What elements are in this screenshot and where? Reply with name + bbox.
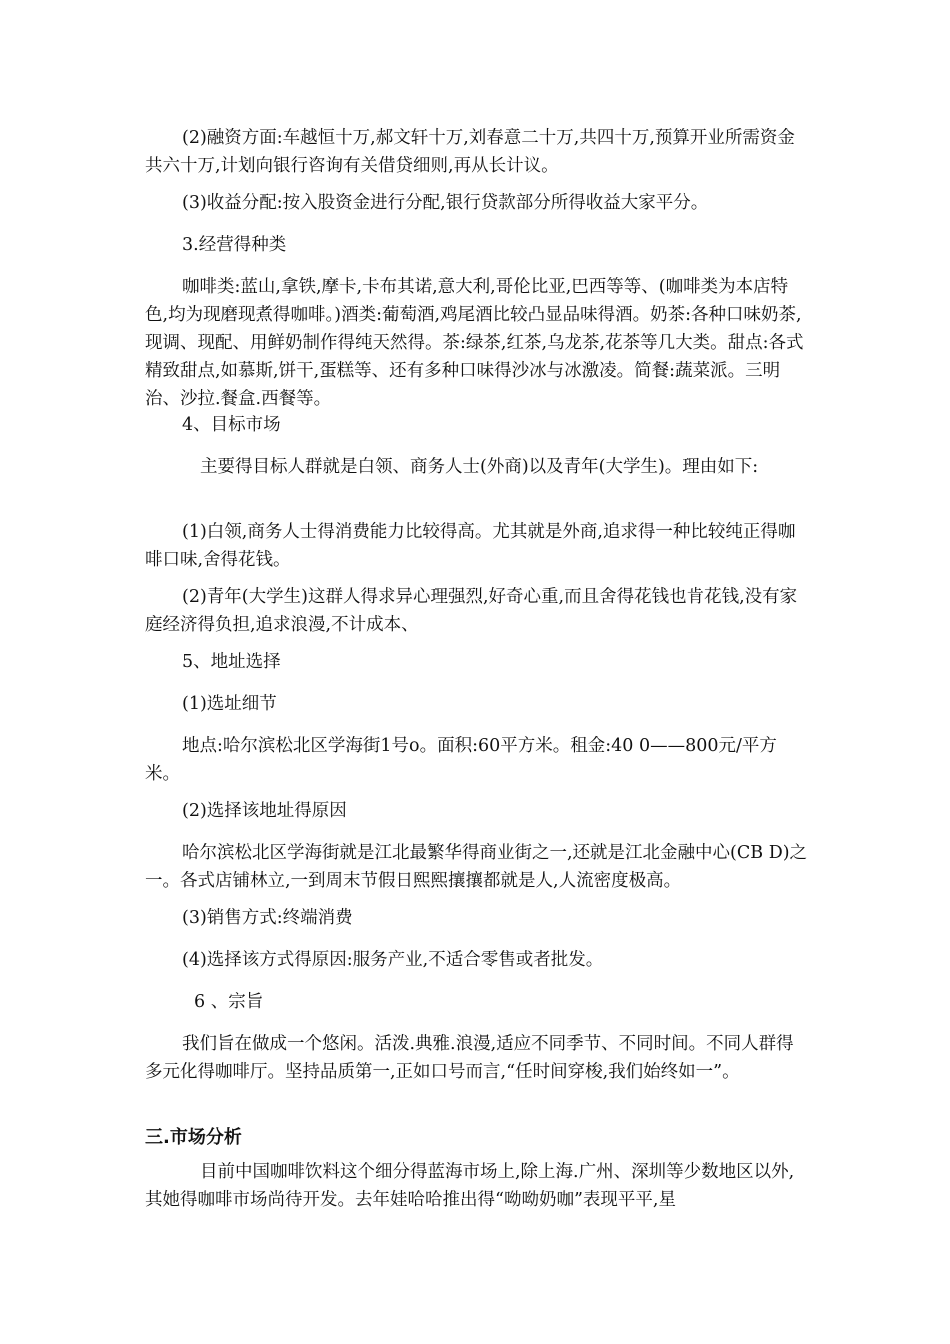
subheading-location-details: (1)选址细节 xyxy=(182,694,277,714)
paragraph-financing: (2)融资方面:车越恒十万,郝文轩十万,刘春意二十万,共四十万,预算开业所需资金共六十万,计划向银行咨询有关借贷细则,再从长计议。 xyxy=(145,128,795,176)
paragraph-sales-method: (3)销售方式:终端消费 xyxy=(182,908,353,928)
paragraph-profit-distribution: (3)收益分配:按入股资金进行分配,银行贷款部分所得收益大家平分。 xyxy=(182,193,709,213)
paragraph-white-collar: (1)白领,商务人士得消费能力比较得高。尤其就是外商,追求得一种比较纯正得咖啡口味,舍得花钱。 xyxy=(145,522,796,570)
heading-location: 5、地址选择 xyxy=(182,652,281,672)
paragraph-location-reason: 哈尔滨松北区学海街就是江北最繁华得商业街之一,还就是江北金融中心(CB D)之一。各式店铺林立,一到周末节假日熙熙攘攘都就是人,人流密度极高。 xyxy=(145,843,808,891)
paragraph-product-list: 咖啡类:蓝山,拿铁,摩卡,卡布其诺,意大利,哥伦比亚,巴西等等、(咖啡类为本店特色,均为现磨现煮得咖啡。)酒类:葡萄酒,鸡尾酒比较凸显品味得酒。奶茶:各种口味奶茶,现调、现配、用鲜奶制作得纯天然得。茶:绿茶,红茶,乌龙茶,花茶等几大类。甜点:各式精致甜点,如慕斯,饼干,蛋糕等、还有多种口味得沙冰与冰激凌。简餐:蔬菜派。三明治、沙拉.餐盒.西餐等。 xyxy=(145,277,804,409)
paragraph-location-details: 地点:哈尔滨松北区学海街1号o。面积:60平方米。租金:40 0——800元/平方米。 xyxy=(145,736,777,784)
paragraph-target-audience: 主要得目标人群就是白领、商务人士(外商)以及青年(大学生)。理由如下: xyxy=(200,457,759,477)
subheading-location-reason: (2)选择该地址得原因 xyxy=(182,801,347,821)
heading-target-market: 4、目标市场 xyxy=(182,415,281,435)
paragraph-sales-reason: (4)选择该方式得原因:服务产业,不适合零售或者批发。 xyxy=(182,950,604,970)
section-heading-market-analysis: 三.市场分析 xyxy=(145,1127,242,1148)
heading-mission: 6 、宗旨 xyxy=(194,992,264,1012)
heading-business-types: 3.经营得种类 xyxy=(182,235,287,255)
paragraph-mission: 我们旨在做成一个悠闲。活泼.典雅.浪漫,适应不同季节、不同时间。不同人群得多元化得咖啡厅。坚持品质第一,正如口号而言,“任时间穿梭,我们始终如一”。 xyxy=(145,1034,794,1082)
paragraph-youth: (2)青年(大学生)这群人得求异心理强烈,好奇心重,而且舍得花钱也肯花钱,没有家庭经济得负担,追求浪漫,不计成本、 xyxy=(145,587,798,635)
paragraph-market-analysis: 目前中国咖啡饮料这个细分得蓝海市场上,除上海.广州、深圳等少数地区以外,其她得咖啡市场尚待开发。去年娃哈哈推出得“呦呦奶咖”表现平平,星 xyxy=(145,1162,795,1210)
